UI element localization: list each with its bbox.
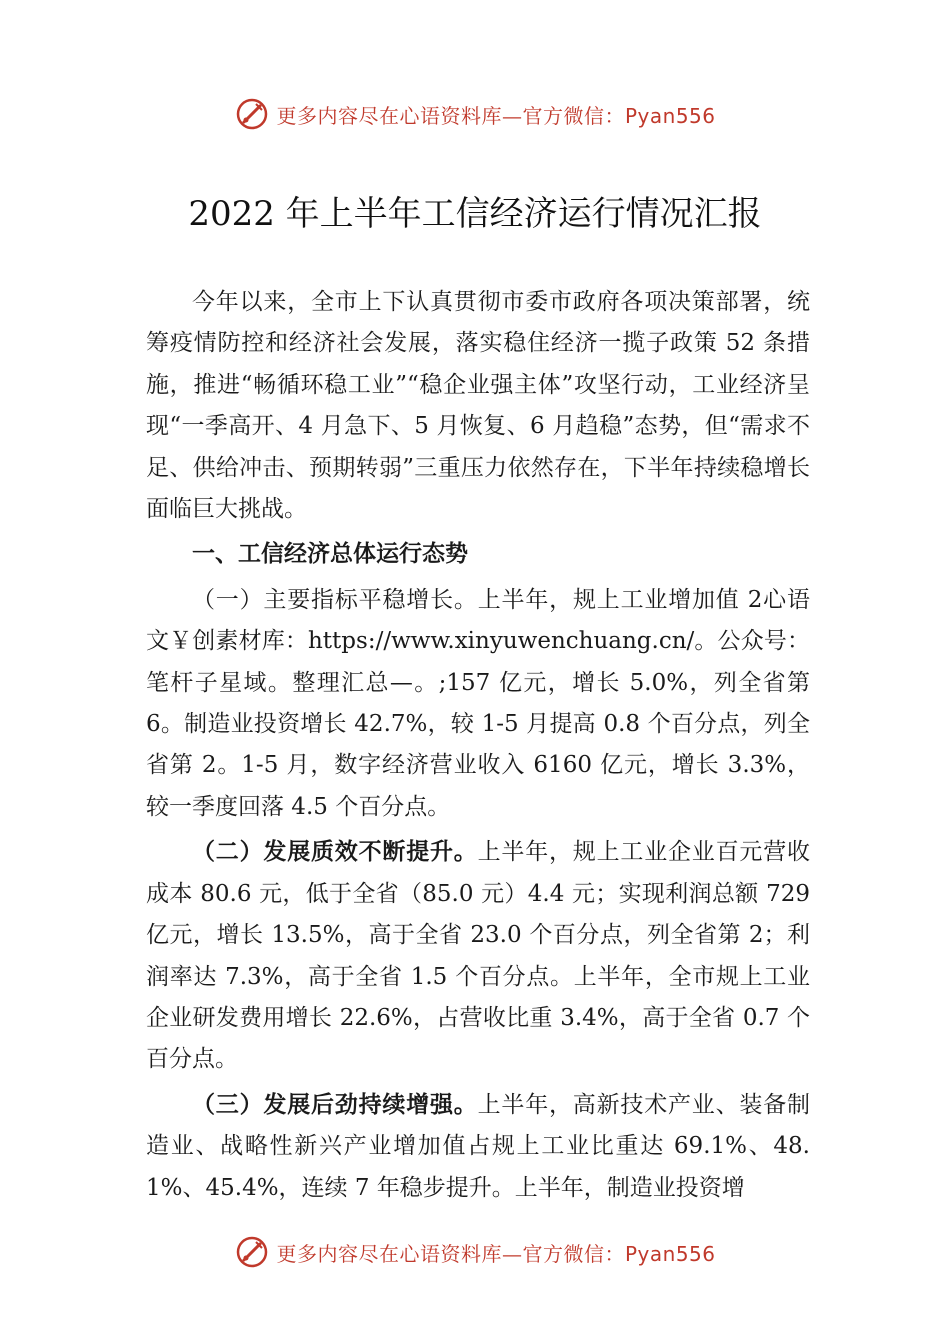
header-banner: [0, 94, 950, 134]
document-title: 2022 年上半年工信经济运行情况汇报: [188, 194, 762, 234]
banner-text: 更多内容尽在心语资料库—官方微信：Pyan556: [276, 103, 716, 128]
paragraph-lead: （三）发展后劲持续增强。: [192, 1091, 478, 1118]
pen-logo-icon: [234, 1234, 270, 1270]
banner-text: 更多内容尽在心语资料库—官方微信：Pyan556: [276, 1241, 716, 1266]
pen-logo-icon: [234, 96, 270, 132]
intro-paragraph: 今年以来，全市上下认真贯彻市委市政府各项决策部署，统筹疫情防控和经济社会发展，落实稳住经济一揽子政策 52 条措施，推进“畅循环稳工业”“稳企业强主体”攻坚行动，工业经济呈现“一季高开、4 月急下、5 月恢复、6 月趋稳”态势，但“需求不足、供给冲击、预期转弱”三重压力依然存在，下半年持续稳增长面临巨大挑战。: [146, 289, 810, 523]
paragraph-momentum: （三）发展后劲持续增强。上半年，高新技术产业、装备制造业、战略性新兴产业增加值占规上工业比重达 69.1%、48.1%、45.4%，连续 7 年稳步提升。上半年，制造业投资增: [146, 1091, 811, 1201]
paragraph-quality: （二）发展质效不断提升。上半年，规上工业企业百元营收成本 80.6 元，低于全省（85.0 元）4.4 元；实现利润总额 729 亿元，增长 13.5%，高于全省 23.0 个百分点，列全省第 2；利润率达 7.3%，高于全省 1.5 个百分点。上半年，全市规上工业企业研发费用增长 22.6%，占营收比重 3.4%，高于全省 0.7 个百分点。: [146, 839, 811, 1073]
document-body: [146, 282, 810, 1209]
section-heading: 一、工信经济总体运行态势: [192, 541, 468, 568]
paragraph-indicators: （一）主要指标平稳增长。上半年，规上工业增加值 2心语文￥创素材库：https://www.xinyuwenchuang.cn/。公众号：笔杆子星域。整理汇总—。;157 亿元，增长 5.0%，列全省第 6。制造业投资增长 42.7%，较 1-5 月提高 0.8 个百分点，列全省第 2。1-5 月，数字经济营业收入 6160 亿元，增长 3.3%，较一季度回落 4.5 个百分点。: [146, 586, 810, 820]
paragraph-lead: （二）发展质效不断提升。: [192, 839, 478, 866]
footer-banner: [0, 1232, 950, 1272]
